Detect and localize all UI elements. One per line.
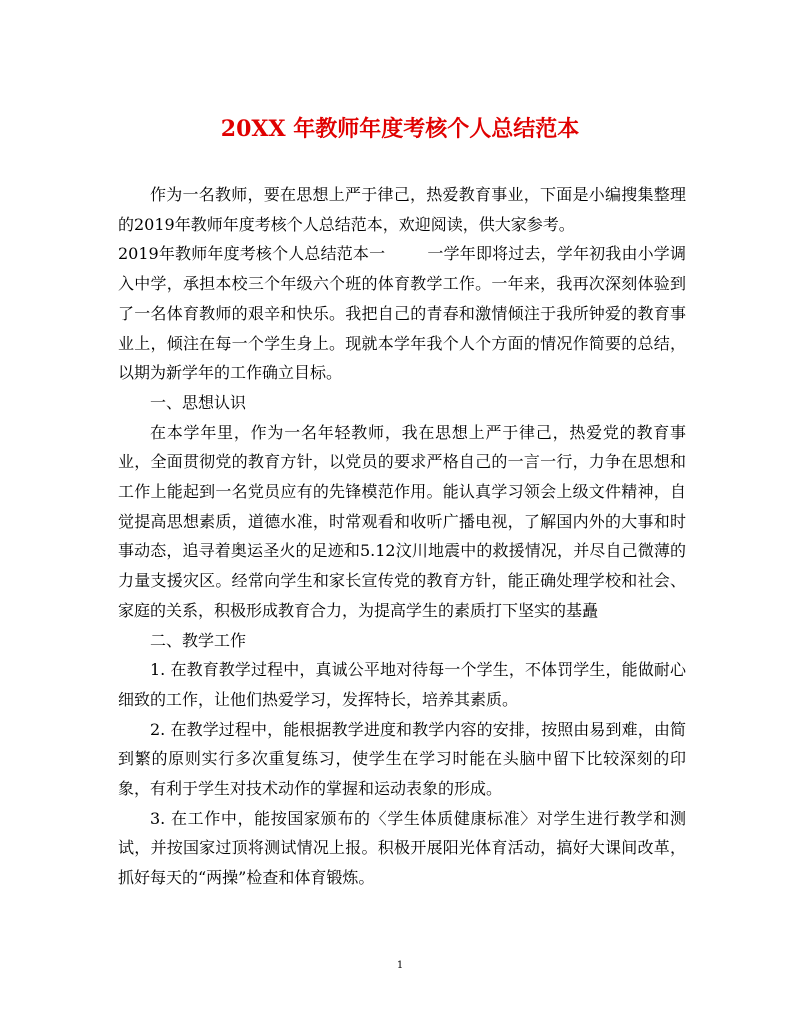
part2-heading: 二、教学工作 (150, 630, 247, 650)
part1-heading: 一、思想认识 (150, 392, 247, 412)
intro-paragraph: 作为一名教师，要在思想上严于律己，热爱教育事业，下面是小编搜集整理的2019年教师年度考核个人总结范本，欢迎阅读，供大家参考。 (118, 185, 686, 234)
list-item: 1. 在教育教学过程中，真诚公平地对待每一个学生，不体罚学生，能做耐心细致的工作，让他们热爱学习，发挥特长，培养其素质。 (118, 660, 686, 709)
document-title: 20XX 年教师年度考核个人总结范本 (220, 116, 580, 142)
opening-paragraph (118, 239, 686, 388)
opening-text: 一学年即将过去，学年初我由小学调入中学，承担本校三个年级六个班的体育教学工作。一年来，我再次深刻体验到了一名体育教师的艰辛和快乐。我把自己的青春和激情倾注于我所钟爱的教育事业上，倾注在每一个学生身上。现就本学年我个人个方面的情况作简要的总结，以期为新学年的工作确立目标。 (118, 244, 686, 383)
page-number: 1 (396, 960, 404, 971)
part1-paragraph: 在本学年里，作为一名年轻教师，我在思想上严于律己，热爱党的教育事业，全面贯彻党的教育方针，以党员的要求严格自己的一言一行，力争在思想和工作上能起到一名党员应有的先锋模范作用。能认真学习领会上级文件精神，自觉提高思想素质，道德水准，时常观看和收听广播电视，了解国内外的大事和时事动态，追寻着奥运圣火的足迹和5.12汶川地震中的救援情况，并尽自己微薄的力量支援灾区。经常向学生和家长宣传党的教育方针，能正确处理学校和社会、家庭的关系，积极形成教育合力，为提高学生的素质打下坚实的基矗 (118, 422, 686, 620)
list-item: 3. 在工作中，能按国家颁布的〈学生体质健康标准〉对学生进行教学和测试，并按国家过顶将测试情况上报。积极开展阳光体育活动，搞好大课间改革，抓好每天的“两操”检查和体育锻炼。 (118, 808, 686, 888)
list-item: 2. 在教学过程中，能根据教学进度和教学内容的安排，按照由易到难，由简到繁的原则实行多次重复练习，使学生在学习时能在头脑中留下比较深刻的印象，有利于学生对技术动作的掌握和运动表象的形成。 (118, 719, 686, 799)
section-heading: 2019年教师年度考核个人总结范本一 (118, 244, 386, 264)
document-body (118, 180, 686, 893)
